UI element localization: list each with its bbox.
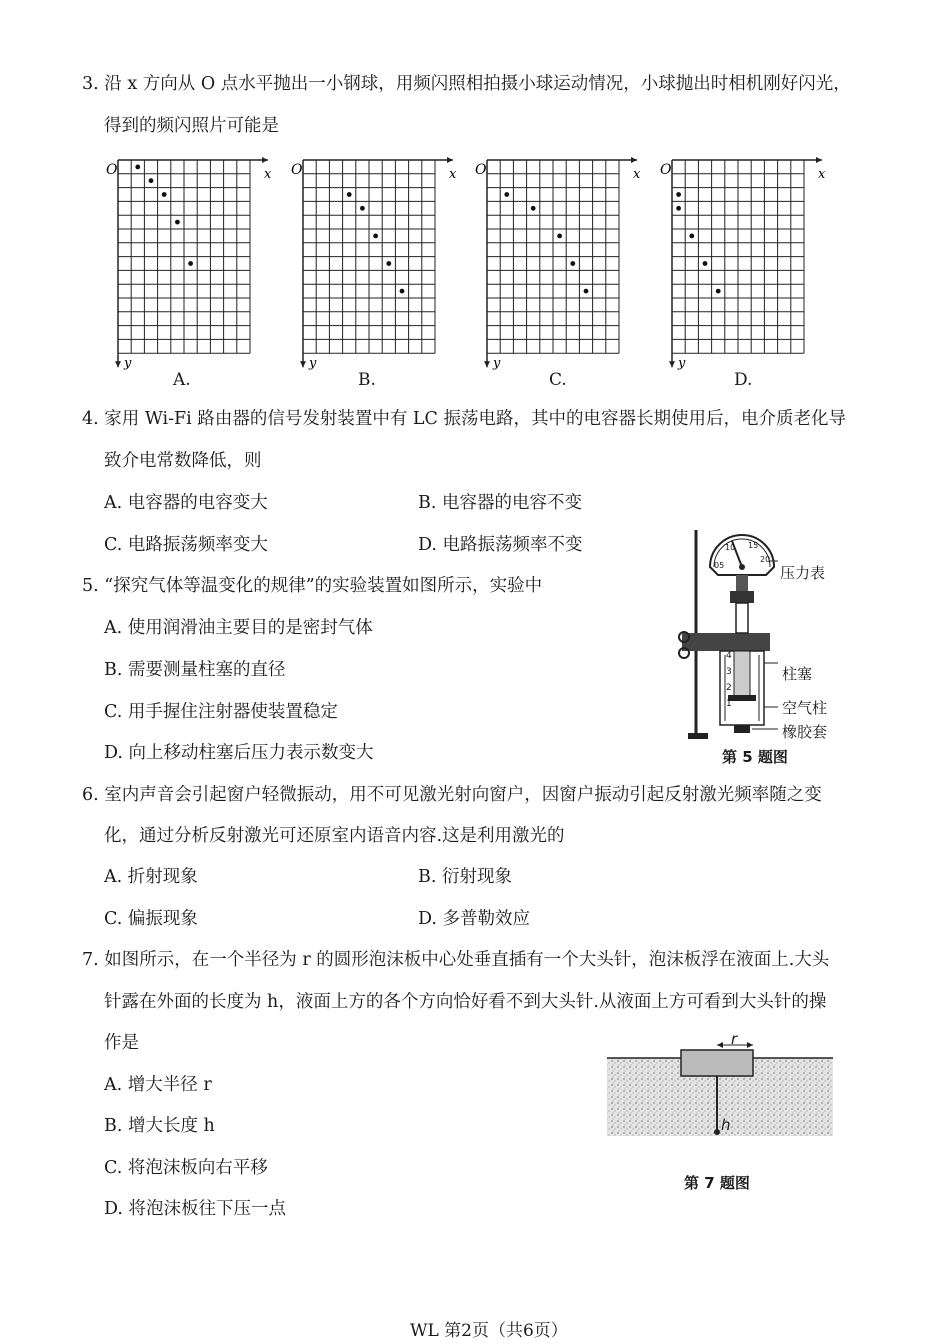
q6-option-d[interactable]: D. 多普勒效应: [418, 909, 531, 929]
q7-option-a[interactable]: A. 增大半径 r: [104, 1075, 212, 1095]
axis-origin-label: O: [660, 162, 672, 178]
q5-option-d[interactable]: D. 向上移动柱塞后压力表示数变大: [104, 743, 374, 763]
axis-origin-label: O: [475, 162, 487, 178]
ball-position-dot: [386, 261, 391, 266]
axis-y-label: y: [678, 356, 686, 372]
q3-option-c[interactable]: C.: [549, 370, 567, 390]
ball-position-dot: [703, 261, 708, 266]
q3-stem-line2: 得到的频闪照片可能是: [104, 116, 279, 136]
axis-x-label: x: [633, 167, 641, 182]
ball-position-dot: [584, 289, 589, 294]
ball-position-dot: [400, 289, 405, 294]
q5-scale-num-3: 3: [726, 667, 732, 677]
q4-stem-line1: 4. 家用 Wi-Fi 路由器的信号发射装置中有 LC 振荡电路，其中的电容器长期使用后，电介质老化导: [82, 409, 846, 429]
axis-y-label: y: [493, 356, 501, 372]
q7-label-h: h: [721, 1116, 731, 1134]
q5-gauge-tick-10: 10: [725, 543, 736, 552]
q5-label-plunger: 柱塞: [782, 665, 813, 683]
q5-label-air: 空气柱: [782, 699, 828, 717]
q6-option-b[interactable]: B. 衍射现象: [418, 867, 512, 887]
q7-stem-line2: 针露在外面的长度为 h，液面上方的各个方向恰好看不到大头针.从液面上方可看到大头针的操: [104, 992, 827, 1012]
ball-position-dot: [149, 178, 154, 183]
axis-y-label: y: [124, 356, 132, 372]
q7-stem-line1: 7. 如图所示，在一个半径为 r 的圆形泡沫板中心处垂直插有一个大头针，泡沫板浮在液面上.大头: [82, 950, 830, 970]
ball-position-dot: [360, 206, 365, 211]
q4-stem-line2: 致介电常数降低，则: [104, 451, 262, 471]
q7-stem-line3: 作是: [104, 1033, 139, 1053]
ball-position-dot: [162, 192, 167, 197]
q3-grid-a: [104, 152, 272, 372]
axis-origin-label: O: [106, 162, 118, 178]
q5-option-b[interactable]: B. 需要测量柱塞的直径: [104, 660, 286, 680]
q7-figure: [605, 1030, 835, 1166]
q6-option-c[interactable]: C. 偏振现象: [104, 909, 198, 929]
q3-option-b[interactable]: B.: [358, 370, 376, 390]
q5-option-c[interactable]: C. 用手握住注射器使装置稳定: [104, 702, 338, 722]
axis-y-label: y: [309, 356, 317, 372]
q5-label-gauge: 压力表: [780, 564, 826, 582]
ball-position-dot: [135, 165, 140, 170]
q5-gauge-tick-20: 20: [760, 555, 771, 564]
q5-gauge-tick-05: 05: [714, 561, 725, 570]
q4-option-d[interactable]: D. 电路振荡频率不变: [418, 535, 583, 555]
q5-label-rubber: 橡胶套: [782, 723, 828, 741]
q7-liquid-svg: [605, 1036, 835, 1166]
ball-position-dot: [676, 192, 681, 197]
q3-grid-c-svg: [473, 152, 641, 372]
ball-position-dot: [188, 261, 193, 266]
ball-position-dot: [347, 192, 352, 197]
ball-position-dot: [557, 234, 562, 239]
q7-option-c[interactable]: C. 将泡沫板向右平移: [104, 1158, 268, 1178]
page-footer: WL 第2页（共6页）: [410, 1321, 568, 1341]
q5-scale-num-4: 4: [726, 651, 732, 661]
ball-position-dot: [716, 289, 721, 294]
q7-label-r: r: [731, 1030, 738, 1048]
axis-x-label: x: [264, 167, 272, 182]
q5-option-a[interactable]: A. 使用润滑油主要目的是密封气体: [104, 618, 373, 638]
q4-option-a[interactable]: A. 电容器的电容变大: [104, 493, 268, 513]
ball-position-dot: [373, 234, 378, 239]
ball-position-dot: [175, 220, 180, 225]
ball-position-dot: [570, 261, 575, 266]
axis-x-label: x: [449, 167, 457, 182]
q4-option-b[interactable]: B. 电容器的电容不变: [418, 493, 582, 513]
q6-option-a[interactable]: A. 折射现象: [104, 867, 198, 887]
q7-option-d[interactable]: D. 将泡沫板往下压一点: [104, 1199, 287, 1219]
q5-gauge-tick-15: 15: [748, 541, 759, 550]
ball-position-dot: [504, 192, 509, 197]
q4-option-c[interactable]: C. 电路振荡频率变大: [104, 535, 268, 555]
q3-grid-b: [289, 152, 457, 372]
q3-option-d[interactable]: D.: [734, 370, 753, 390]
q3-grid-d-svg: [658, 152, 826, 372]
q3-grid-c: [473, 152, 641, 372]
q5-stem: 5. “探究气体等温变化的规律”的实验装置如图所示，实验中: [82, 576, 543, 596]
q7-caption: 第 7 题图: [684, 1174, 750, 1192]
q6-stem-line2: 化，通过分析反射激光可还原室内语音内容.这是利用激光的: [104, 826, 565, 846]
q7-option-b[interactable]: B. 增大长度 h: [104, 1116, 215, 1136]
q5-figure: [670, 525, 850, 745]
q3-grid-a-svg: [104, 152, 272, 372]
q3-grid-d: [658, 152, 826, 372]
axis-origin-label: O: [291, 162, 303, 178]
q3-stem-line1: 3. 沿 x 方向从 O 点水平抛出一小钢球，用频闪照相拍摄小球运动情况，小球抛出时相机刚好闪光，: [82, 74, 851, 94]
q3-grid-b-svg: [289, 152, 457, 372]
q5-caption: 第 5 题图: [722, 748, 788, 766]
ball-position-dot: [531, 206, 536, 211]
axis-x-label: x: [818, 167, 826, 182]
ball-position-dot: [689, 234, 694, 239]
q5-scale-num-2: 2: [726, 683, 732, 693]
ball-position-dot: [676, 206, 681, 211]
q6-stem-line1: 6. 室内声音会引起窗户轻微振动，用不可见激光射向窗户，因窗户振动引起反射激光频率随之变: [82, 785, 822, 805]
q5-scale-num-1: 1: [726, 699, 732, 709]
q3-option-a[interactable]: A.: [173, 370, 191, 390]
